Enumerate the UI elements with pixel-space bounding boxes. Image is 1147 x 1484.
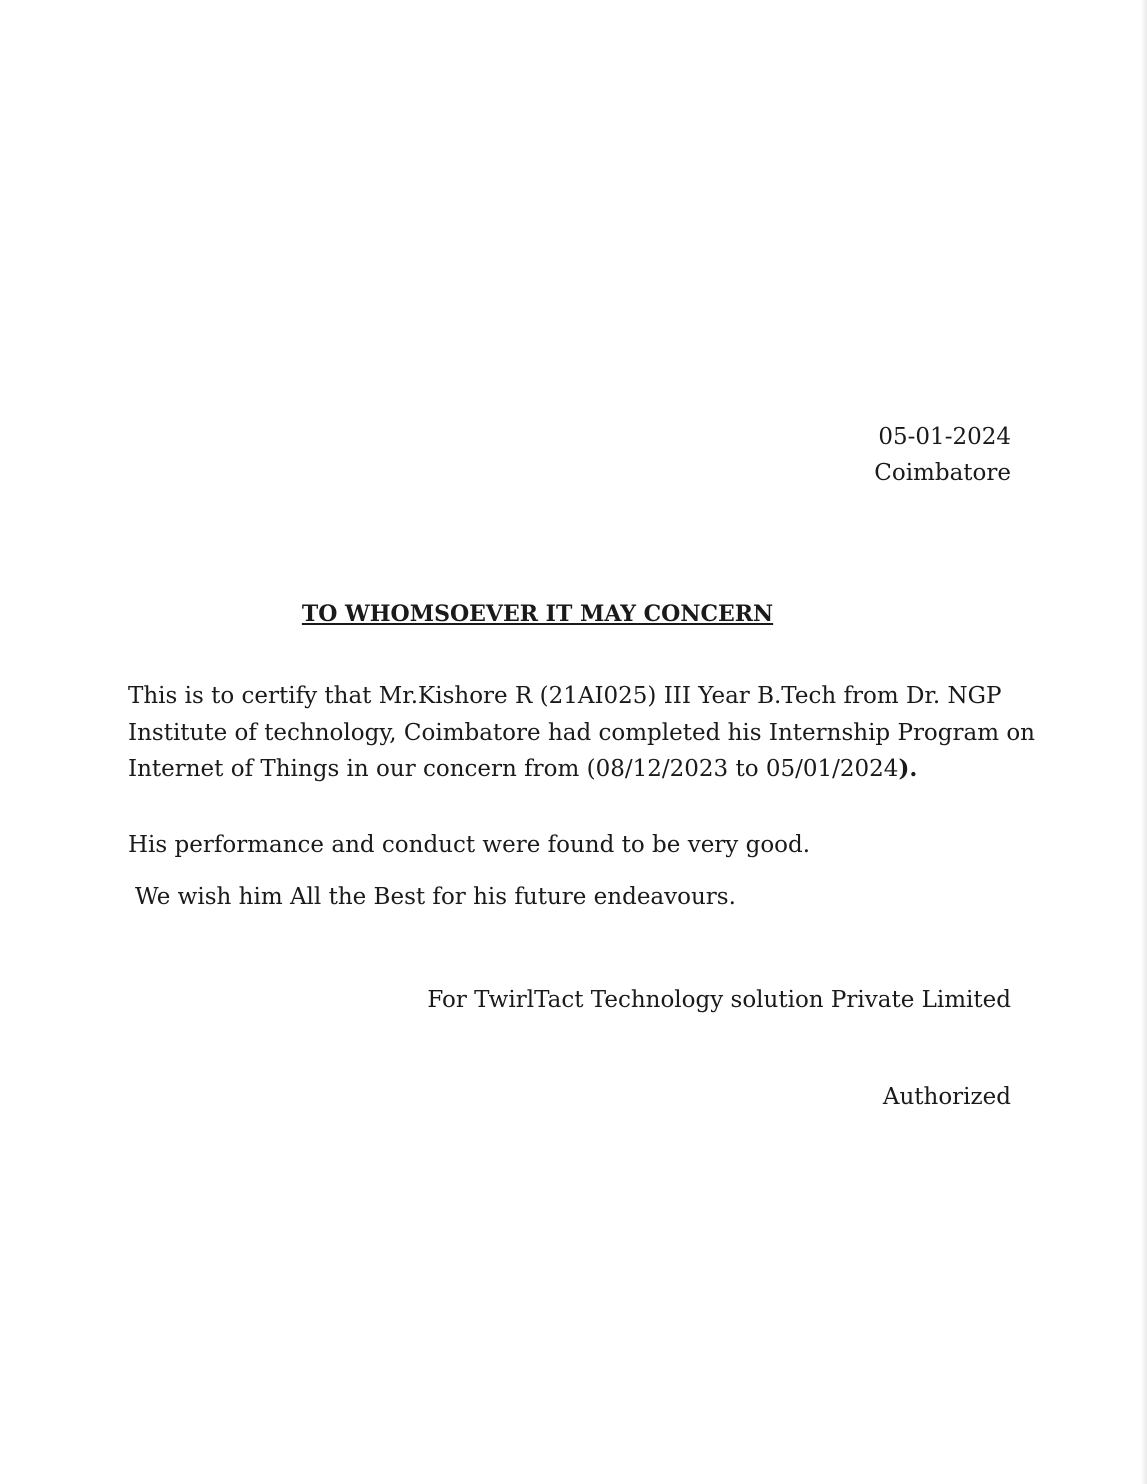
letter-date: 05-01-2024 <box>878 424 1011 450</box>
paragraph-line: This is to certify that Mr.Kishore R (21AI025) III Year B.Tech from Dr. NGP <box>128 683 1002 709</box>
letter-title: TO WHOMSOEVER IT MAY CONCERN <box>301 601 774 627</box>
paragraph-line <box>128 751 1035 788</box>
signatory-label: Authorized <box>882 1084 1011 1110</box>
company-signoff: For TwirlTact Technology solution Private Limited <box>427 987 1011 1013</box>
wishes-statement: We wish him All the Best for his future endeavours. <box>135 884 736 910</box>
paragraph-line: Institute of technology, Coimbatore had completed his Internship Program on <box>128 719 1035 746</box>
paragraph-line-text: Internet of Things in our concern from (08/12/2023 to 05/01/2024 <box>128 756 899 782</box>
page-edge-shadow <box>1141 0 1147 1484</box>
letter-place: Coimbatore <box>874 460 1011 486</box>
paragraph-closing: ). <box>898 755 918 782</box>
certificate-paragraph <box>128 678 1035 788</box>
performance-statement: His performance and conduct were found to be very good. <box>128 832 811 858</box>
